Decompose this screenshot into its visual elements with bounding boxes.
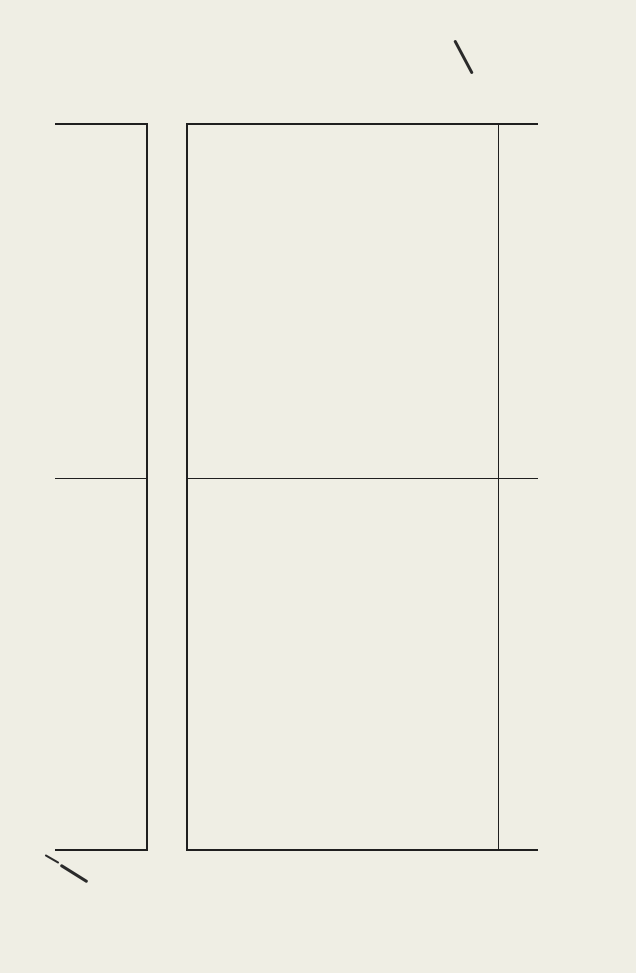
main-table-top-rule [186, 123, 538, 125]
main-table-mid-rule [186, 478, 538, 479]
left-table-right-rule [146, 123, 148, 851]
left-table-top-rule [55, 123, 148, 125]
scan-scratch-top [453, 40, 473, 75]
scan-scratch-bottom-2 [45, 854, 60, 864]
scan-scratch-bottom [60, 864, 89, 884]
left-table-bottom-rule [55, 849, 148, 851]
main-table-left-rule [186, 123, 188, 851]
header-separator-rule [498, 123, 499, 851]
main-table-bottom-rule [186, 849, 538, 851]
left-table-mid-rule [55, 478, 148, 479]
